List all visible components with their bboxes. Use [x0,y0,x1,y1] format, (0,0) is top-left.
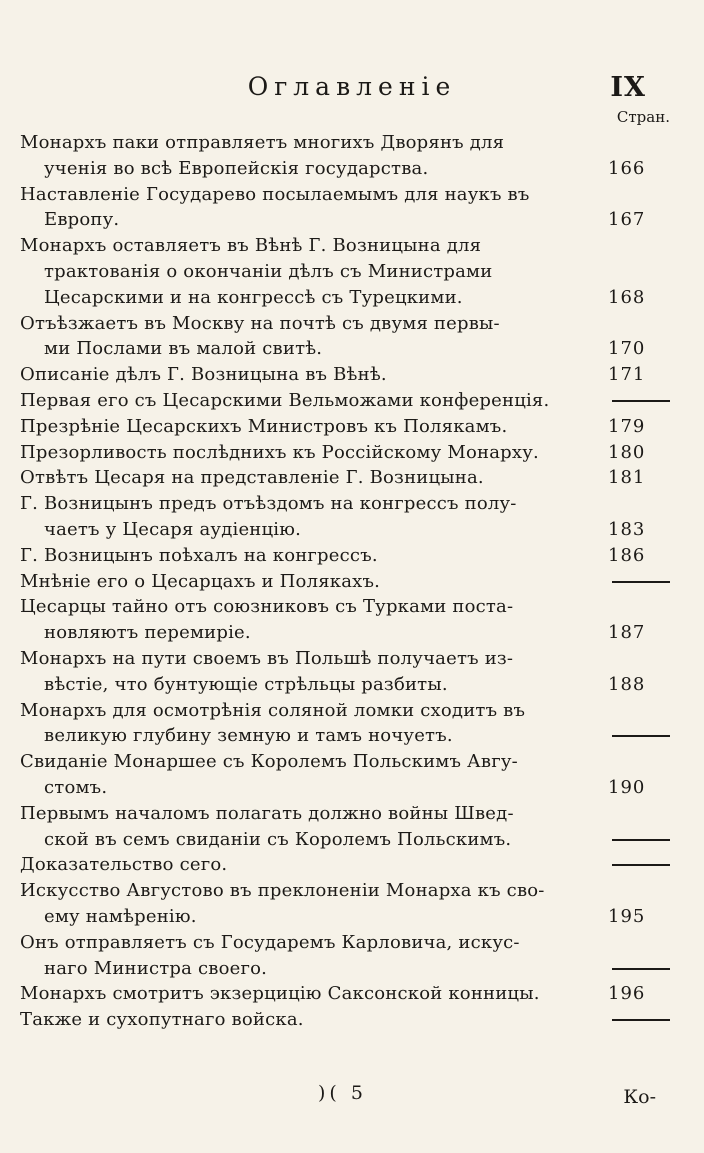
toc-entry-text: Презрѣніе Цесарскихъ Министровъ къ Полякамъ. [20,415,508,437]
toc-page-number: 187 [608,622,646,644]
toc-entry-line [20,130,670,156]
toc-entry-text: Презорливость послѣднихъ къ Россійскому Монарху. [20,441,539,463]
toc-entry-text: Первымъ началомъ полагать должно войны Швед- [20,802,514,824]
toc-entry [20,646,670,698]
toc-entry-text: Монархъ смотритъ экзерцицію Саксонской конницы. [20,983,540,1005]
toc-entry-line [20,517,670,543]
toc-entry [20,182,670,234]
toc-entry-text: трактованія о окончаніи дѣлъ съ Министрами [44,260,493,282]
toc-entry-text: Г. Возницынъ предъ отъѣздомъ на конгрессъ полу- [20,493,517,515]
toc-entry-text: Онъ отправляетъ съ Государемъ Карловича, искус- [20,931,520,953]
toc-entry-text: ему намѣренію. [44,905,197,927]
toc-entry [20,440,670,466]
toc-page-number: 166 [608,157,646,179]
toc-entry-text: Наставленіе Государево посылаемымъ для наукъ въ [20,183,530,205]
toc-entry-text: Монархъ оставляетъ въ Вѣнѣ Г. Возницына для [20,235,482,257]
toc-entry [20,569,670,595]
toc-entry-line [20,207,670,233]
toc-page-number: 171 [608,364,646,386]
toc-ditto-dash [612,839,670,841]
toc-entry-text: вѣстіе, что бунтующіе стрѣльцы разбиты. [44,673,448,695]
toc-page-number: 186 [608,544,646,566]
toc-entry-line [20,362,670,388]
toc-entry-line [20,182,670,208]
toc-entry-text: Цесарцы тайно отъ союзниковъ съ Турками поста- [20,596,514,618]
toc-entry-line [20,1007,670,1033]
toc-entry [20,698,670,750]
toc-entry [20,981,670,1007]
toc-entry-text: Монархъ на пути своемъ въ Польшѣ получаетъ из- [20,647,514,669]
toc-page-number: 183 [608,518,646,540]
toc-entry [20,594,670,646]
toc-entry-text: Также и сухопутнаго войска. [20,1009,304,1031]
toc-entry-line [20,156,670,182]
toc-entry-line [20,904,670,930]
toc-entry-line [20,672,670,698]
toc-entry-line [20,956,670,982]
toc-entry [20,1007,670,1033]
toc-entry-line [20,569,670,595]
toc-entry-text: Свиданіе Монаршее съ Королемъ Польскимъ Авгу- [20,751,518,773]
toc-page-number: 188 [608,673,646,695]
toc-entry-text: Отвѣтъ Цесаря на представленіе Г. Возницына. [20,467,484,489]
toc-entry-text: Европу. [44,209,120,231]
toc-page-number: 180 [608,441,646,463]
toc-entry-text: Монархъ для осмотрѣнія соляной ломки сходитъ въ [20,699,526,721]
toc-entry [20,749,670,801]
toc-entry [20,311,670,363]
toc-page-number: 167 [608,209,646,231]
toc-page-number: 181 [608,467,646,489]
toc-entry-text: ми Послами въ малой свитѣ. [44,338,323,360]
toc-entry [20,130,670,182]
toc-entry-text: Монархъ паки отправляетъ многихъ Дворянъ для [20,132,505,153]
toc-entry-text: Цесарскими и на конгрессѣ съ Турецкими. [44,286,463,308]
toc-entry-text: ученія во всѣ Европейскія государства. [44,157,429,179]
toc-entry-line [20,852,670,878]
toc-entry-text: великую глубину земную и тамъ ночуетъ. [44,725,453,747]
toc-entry-text: Первая его съ Цесарскими Вельможами конференція. [20,389,550,411]
table-of-contents [20,130,670,1033]
toc-entry-line [20,723,670,749]
toc-entry [20,233,670,310]
toc-entry-text: Искусство Августово въ преклоненіи Монарха къ сво- [20,880,545,902]
toc-entry-text: Г. Возницынъ поѣхалъ на конгрессъ. [20,544,378,566]
toc-entry [20,878,670,930]
toc-entry-text: наго Министра своего. [44,957,268,979]
toc-entry-line [20,620,670,646]
toc-entry-line [20,878,670,904]
toc-entry [20,388,670,414]
toc-ditto-dash [612,968,670,970]
toc-entry-line [20,233,670,259]
toc-entry [20,465,670,491]
toc-entry-line [20,930,670,956]
toc-entry-line [20,646,670,672]
toc-entry [20,801,670,853]
page-title: Оглавленіе [247,72,457,101]
catchword: Ко- [623,1086,656,1108]
toc-entry-line [20,543,670,569]
toc-entry-text: чаетъ у Цесаря аудіенцію. [44,518,302,540]
toc-page-number: 168 [608,286,646,308]
toc-entry-line [20,749,670,775]
toc-entry-line [20,414,670,440]
toc-entry-text: Мнѣніе его о Цесарцахъ и Полякахъ. [20,570,381,592]
toc-entry [20,543,670,569]
toc-page-number: 195 [608,905,646,927]
toc-entry-line [20,981,670,1007]
toc-entry-line [20,801,670,827]
toc-entry-text: Описаніе дѣлъ Г. Возницына въ Вѣнѣ. [20,364,387,386]
toc-page-number: 170 [608,338,646,360]
toc-entry-line [20,440,670,466]
toc-entry [20,414,670,440]
page-column-label: Стран. [616,108,670,126]
toc-entry-line [20,285,670,311]
toc-ditto-dash [612,864,670,866]
toc-entry [20,930,670,982]
toc-entry-line [20,491,670,517]
toc-entry-line [20,465,670,491]
toc-entry-text: ской въ семъ свиданіи съ Королемъ Польскимъ. [44,828,512,850]
toc-entry-line [20,388,670,414]
toc-entry-line [20,594,670,620]
toc-ditto-dash [612,400,670,402]
toc-entry-text: стомъ. [44,776,108,798]
toc-entry-line [20,775,670,801]
toc-entry-line [20,698,670,724]
toc-ditto-dash [612,735,670,737]
toc-entry [20,491,670,543]
toc-entry-text: Отъѣзжаетъ въ Москву на почтѣ съ двумя первы- [20,312,500,334]
toc-page-number: 179 [608,415,646,437]
toc-entry [20,852,670,878]
signature-mark: )( 5 [318,1082,367,1104]
page-number-roman: IX [610,72,646,103]
toc-page-number: 190 [608,776,646,798]
toc-entry-text: Доказательство сего. [20,854,228,876]
toc-entry-line [20,311,670,337]
toc-ditto-dash [612,1019,670,1021]
toc-ditto-dash [612,581,670,583]
toc-entry-text: новляютъ перемиріе. [44,622,251,644]
toc-page-number: 196 [608,983,646,1005]
toc-entry [20,362,670,388]
toc-entry-line [20,827,670,853]
toc-entry-line [20,259,670,285]
toc-entry-line [20,336,670,362]
